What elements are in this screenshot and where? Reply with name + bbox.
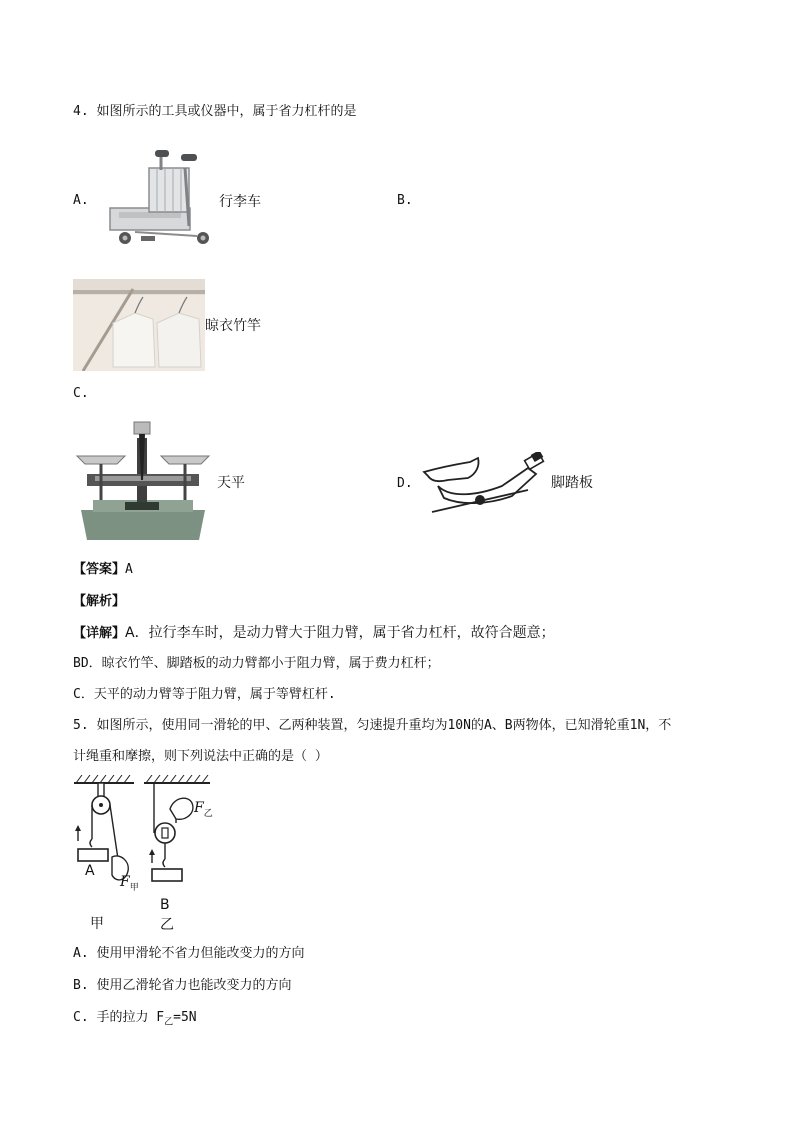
pulley-force-right [194, 800, 213, 819]
detail-line-1 [73, 623, 555, 644]
option-b-letter: B. [397, 193, 413, 208]
force-left-sub: 甲 [129, 882, 139, 893]
q5-stem-line-2: 计绳重和摩擦，则下列说法中正确的是（ ） [73, 749, 328, 764]
q5-option-c-suffix: =5N [173, 1010, 197, 1025]
pulley-figure [72, 775, 222, 935]
force-right-symbol: F [194, 800, 204, 816]
detail-line-2: BD．晾衣竹竿、脚踏板的动力臂都小于阻力臂，属于费力杠杆； [73, 656, 440, 671]
detail-tag: 【详解】 [73, 626, 126, 641]
answer-tag: 【答案】 [73, 562, 126, 577]
q5-stem-line-1: 5. 如图所示，使用同一滑轮的甲、乙两种装置，匀速提升重均为10N的A、B两物体，已知滑轮重1N，不 [73, 718, 672, 733]
option-a-letter: A. [73, 193, 89, 208]
luggage-cart-image [105, 148, 217, 250]
analysis-tag: 【解析】 [73, 594, 126, 609]
answer-line [73, 560, 133, 580]
option-d-caption: 脚踏板 [551, 475, 593, 491]
force-left-symbol: F [120, 874, 130, 890]
pulley-caption-left: 甲 [90, 916, 104, 932]
clothes-pole-image [73, 279, 205, 371]
balance-image [73, 418, 213, 540]
q5-option-b: B. 使用乙滑轮省力也能改变力的方向 [73, 978, 292, 993]
detail-text-1: A．拉行李车时，是动力臂大于阻力臂，属于省力杠杆，故符合题意； [125, 625, 555, 641]
force-right-sub: 乙 [203, 808, 213, 819]
q5-option-c-sub: 乙 [164, 1017, 174, 1028]
q5-option-c [73, 1008, 197, 1033]
pulley-caption-right: 乙 [160, 917, 174, 933]
q5-option-a: A. 使用甲滑轮不省力但能改变力的方向 [73, 946, 305, 961]
q5-option-c-prefix: C. 手的拉力 F [73, 1010, 165, 1025]
option-c-caption: 天平 [217, 475, 245, 491]
option-a-caption: 行李车 [219, 194, 261, 210]
option-b-caption: 晾衣竹竿 [205, 318, 261, 334]
pulley-label-a: A [85, 863, 95, 879]
pulley-label-b: B [160, 897, 170, 913]
pulley-force-left [120, 874, 139, 893]
detail-line-3: C．天平的动力臂等于阻力臂，属于等臂杠杆. [73, 687, 336, 702]
pedal-image [418, 452, 550, 514]
q4-stem: 4. 如图所示的工具或仪器中，属于省力杠杆的是 [73, 104, 357, 119]
option-c-letter: C. [73, 386, 89, 401]
answer-value: A [125, 562, 133, 577]
option-d-letter: D. [397, 476, 413, 491]
